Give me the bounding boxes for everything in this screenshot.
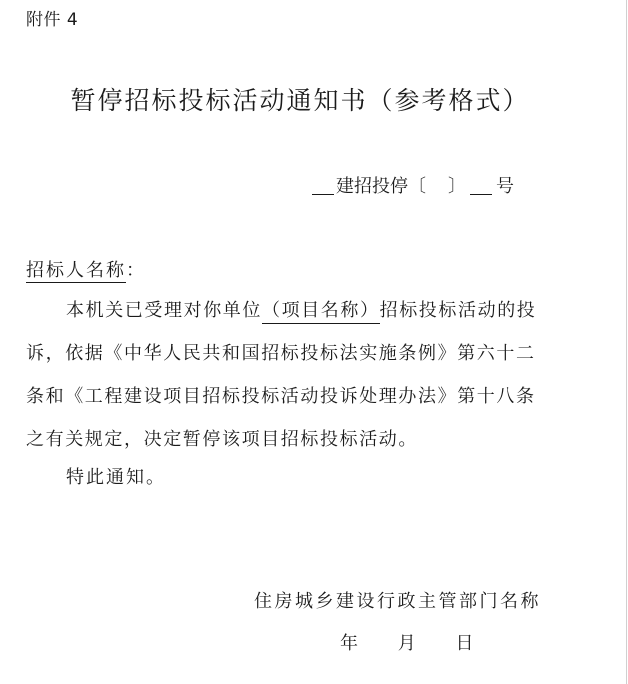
document-title: 暂停招标投标活动通知书（参考格式） — [70, 86, 530, 115]
doc-number-prefix-blank — [312, 174, 334, 195]
doc-number-prefix: 建招投停〔 — [336, 176, 426, 197]
body-line-1 — [26, 296, 586, 339]
recipient-line — [26, 258, 146, 284]
attachment-label: 附件 4 — [26, 10, 79, 30]
document-number — [312, 174, 514, 200]
date-line — [340, 631, 473, 657]
body-line-1-end: 招标投标活动的投 — [379, 300, 537, 321]
doc-number-middle: 〕 — [448, 176, 466, 197]
recipient-colon: ： — [126, 260, 146, 281]
date-day: 日 — [455, 633, 474, 654]
doc-number-suffix: 号 — [496, 176, 514, 197]
date-month: 月 — [397, 633, 416, 654]
body-line-2: 诉，依据《中华人民共和国招标投标法实施条例》第六十二 — [26, 343, 536, 364]
body-line-1-start: 本机关已受理对你单位 — [66, 300, 262, 321]
notice-body — [26, 296, 586, 468]
body-line-4: 之有关规定，决定暂停该项目招标投标活动。 — [26, 429, 418, 450]
doc-number-serial-blank — [470, 174, 492, 195]
closing-text: 特此通知。 — [66, 467, 166, 488]
page-edge-divider — [626, 0, 627, 684]
issuer-name: 住房城乡建设行政主管部门名称 — [254, 591, 541, 612]
recipient-label: 招标人名称 — [26, 260, 126, 281]
project-name-placeholder: （项目名称） — [262, 300, 380, 324]
body-line-3: 条和《工程建设项目招标投标活动投诉处理办法》第十八条 — [26, 386, 536, 407]
date-year: 年 — [340, 633, 358, 654]
